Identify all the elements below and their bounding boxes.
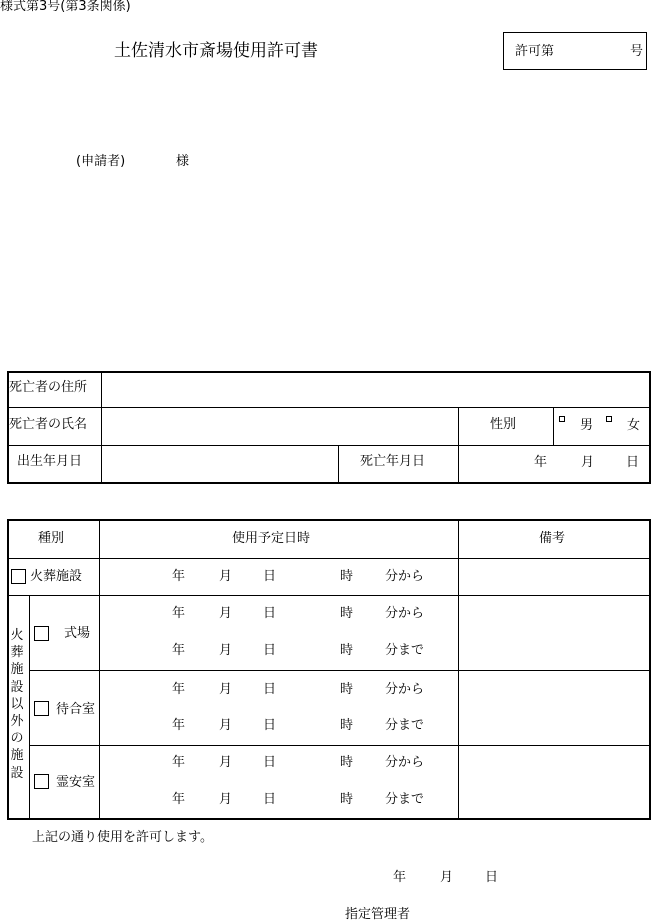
ceremony-hall-checkbox[interactable] [34,626,49,641]
page-title: 土佐清水市斎場使用許可書 [114,41,318,61]
cremation-from-label: 分から [385,569,425,584]
waiting-end-day: 日 [263,718,277,733]
death-year-unit: 年 [534,455,548,470]
cremation-label: 火葬施設 [30,569,83,584]
ceremony-end-month: 月 [219,643,233,658]
ceremony-hall-label: 式場 [64,626,91,641]
col-type-header: 種別 [38,531,65,546]
ceremony-start-day: 日 [263,606,277,621]
cremation-checkbox[interactable] [11,569,26,584]
ceremony-end-hour: 時 [340,643,354,658]
ceremony-end-day: 日 [263,643,277,658]
birth-date-label: 出生年月日 [17,454,83,469]
ceremony-start-hour: 時 [340,606,354,621]
issue-month-unit: 月 [440,870,454,885]
waiting-end-hour: 時 [340,718,354,733]
mortuary-start-month: 月 [219,755,233,770]
ceremony-end-until: 分まで [385,643,425,658]
mortuary-end-hour: 時 [340,792,354,807]
death-month-unit: 月 [581,455,595,470]
deceased-name-label: 死亡者の氏名 [9,417,88,432]
permit-statement: 上記の通り使用を許可します。 [32,830,213,845]
applicant-honorific: 様 [176,154,190,169]
mortuary-checkbox[interactable] [34,774,49,789]
ceremony-end-year: 年 [172,643,186,658]
mortuary-end-day: 日 [263,792,277,807]
mortuary-start-day: 日 [263,755,277,770]
waiting-start-hour: 時 [340,682,354,697]
mortuary-start-hour: 時 [340,755,354,770]
designated-manager-label: 指定管理者 [345,907,411,922]
mortuary-label: 霊安室 [56,775,96,790]
waiting-start-from: 分から [385,682,425,697]
death-day-unit: 日 [626,455,640,470]
gender-male-checkbox[interactable] [559,416,565,422]
issue-year-unit: 年 [393,870,407,885]
other-facilities-vertical-label: 火 葬 施 設 以 外 の 施 設 [10,628,24,781]
mortuary-start-year: 年 [172,755,186,770]
gender-female-checkbox[interactable] [606,416,612,422]
ceremony-start-from: 分から [385,606,425,621]
form-number-label: 様式第3号(第3条関係) [0,0,131,14]
deceased-address-label: 死亡者の住所 [9,380,88,395]
mortuary-end-month: 月 [219,792,233,807]
mortuary-end-year: 年 [172,792,186,807]
gender-male-label: 男 [580,418,594,433]
gender-label: 性別 [490,417,517,432]
cremation-hour-unit: 時 [340,569,354,584]
issue-day-unit: 日 [485,870,499,885]
cremation-month-unit: 月 [219,569,233,584]
col-datetime-header: 使用予定日時 [232,531,311,546]
col-remarks-header: 備考 [539,531,566,546]
ceremony-start-year: 年 [172,606,186,621]
death-date-label: 死亡年月日 [360,454,426,469]
waiting-end-year: 年 [172,718,186,733]
waiting-end-until: 分まで [385,718,425,733]
permit-number-suffix: 号 [630,44,644,59]
mortuary-end-until: 分まで [385,792,425,807]
gender-female-label: 女 [627,418,641,433]
waiting-room-label: 待合室 [56,702,96,717]
mortuary-start-from: 分から [385,755,425,770]
waiting-room-checkbox[interactable] [34,701,49,716]
applicant-label: (申請者) [76,154,126,169]
permit-number-prefix: 許可第 [515,44,555,59]
waiting-end-month: 月 [219,718,233,733]
waiting-start-day: 日 [263,682,277,697]
ceremony-start-month: 月 [219,606,233,621]
cremation-day-unit: 日 [263,569,277,584]
waiting-start-month: 月 [219,682,233,697]
waiting-start-year: 年 [172,682,186,697]
cremation-year-unit: 年 [172,569,186,584]
permit-number-box [503,32,647,70]
